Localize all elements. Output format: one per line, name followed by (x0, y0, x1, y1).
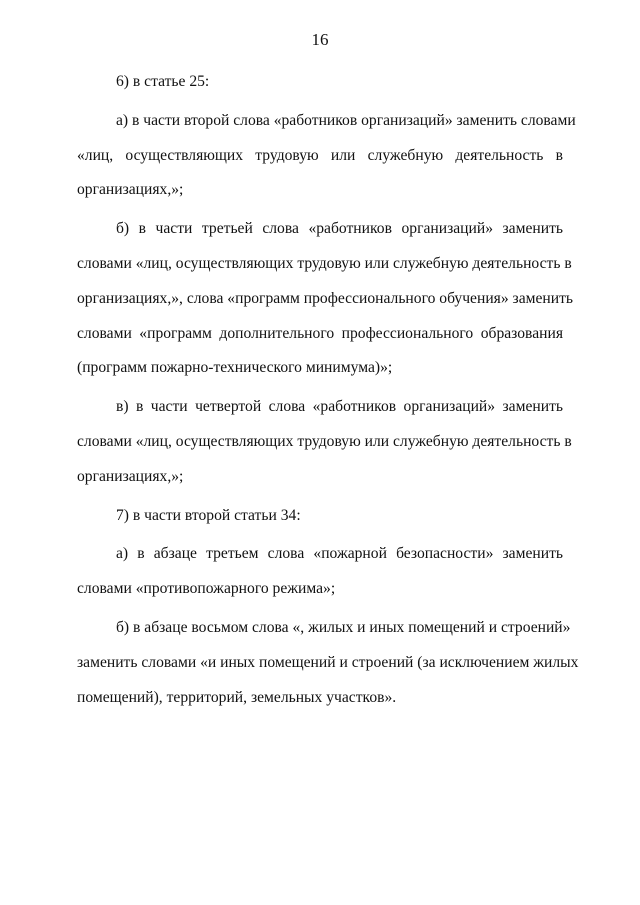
paragraph (77, 499, 563, 534)
text-line: организациях,», слова «программ профессионального обучения» заменить (77, 289, 574, 307)
text-line: а) в абзаце третьем слова «пожарной безопасности» заменить (116, 545, 563, 563)
document-body (77, 65, 579, 715)
text-line: (программ пожарно-технического минимума)»; (77, 359, 393, 377)
paragraph (77, 212, 574, 386)
text-line: словами «лиц, осуществляющих трудовую или служебную деятельность в (77, 432, 572, 450)
text-line: в) в части четвертой слова «работников организаций» заменить (116, 398, 563, 416)
paragraph (77, 537, 563, 607)
text-line: б) в абзаце восьмом слова «, жилых и иных помещений и строений» (116, 618, 571, 636)
text-line: а) в части второй слова «работников организаций» заменить словами (116, 111, 576, 129)
text-line: словами «противопожарного режима»; (77, 580, 336, 598)
paragraph (77, 611, 579, 715)
text-line: 6) в статье 25: (116, 73, 210, 90)
text-line: заменить словами «и иных помещений и строений (за исключением жилых (77, 653, 579, 671)
page-number: 16 (311, 30, 329, 49)
paragraph (77, 390, 572, 494)
text-line: словами «лиц, осуществляющих трудовую или служебную деятельность в (77, 254, 572, 272)
paragraph (77, 65, 563, 100)
text-line: «лиц, осуществляющих трудовую или служебную деятельность в (77, 146, 563, 164)
text-line: 7) в части второй статьи 34: (116, 506, 301, 524)
paragraph (77, 104, 576, 208)
text-line: организациях,»; (77, 467, 184, 485)
text-line: б) в части третьей слова «работников организаций» заменить (116, 220, 563, 238)
text-line: организациях,»; (77, 181, 184, 199)
text-line: словами «программ дополнительного профессионального образования (77, 324, 563, 342)
text-line: помещений), территорий, земельных участков». (77, 688, 397, 706)
